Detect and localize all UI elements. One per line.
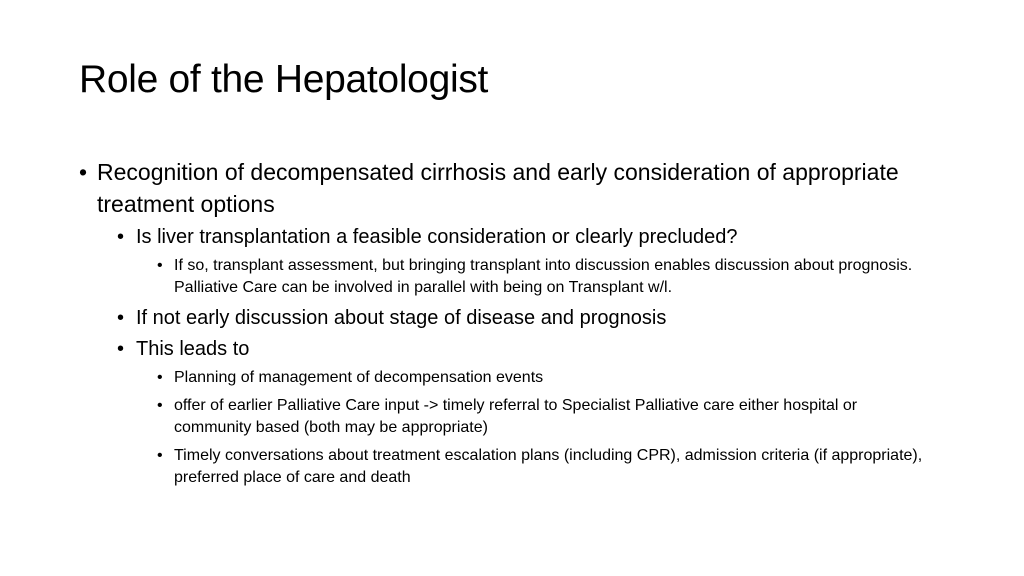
slide-title: Role of the Hepatologist <box>79 58 489 101</box>
bullet-icon: • <box>157 447 163 464</box>
bullet-item-level2 <box>79 305 936 332</box>
bullet-text: Is liver transplantation a feasible consideration or clearly precluded? <box>136 226 738 248</box>
bullet-item-level3 <box>79 367 934 389</box>
bullet-item-level3 <box>79 255 934 299</box>
bullet-icon: • <box>117 338 125 360</box>
bullet-text: Planning of management of decompensation events <box>174 369 544 386</box>
bullet-item-level3 <box>79 445 934 489</box>
bullet-item-level1 <box>79 156 927 220</box>
bullet-icon: • <box>117 307 125 329</box>
bullet-item-level2 <box>79 224 936 251</box>
bullet-text: If so, transplant assessment, but bringing transplant into discussion enables discussion about prognosis. Palliative Care can be involved in parallel with being on Transplant w/l. <box>174 257 913 296</box>
bullet-text: offer of earlier Palliative Care input -> timely referral to Specialist Palliative care either hospital or community based (both may be appropriate) <box>174 397 858 436</box>
bullet-text: Recognition of decompensated cirrhosis and early consideration of appropriate treatment options <box>97 159 899 217</box>
bullet-item-level2 <box>79 336 936 363</box>
bullet-icon: • <box>157 257 163 274</box>
bullet-list <box>79 156 959 495</box>
bullet-text: This leads to <box>136 338 250 360</box>
bullet-icon: • <box>157 369 163 386</box>
bullet-icon: • <box>157 397 163 414</box>
bullet-item-level3 <box>79 395 934 439</box>
bullet-icon: • <box>117 226 125 248</box>
bullet-icon: • <box>79 159 88 185</box>
bullet-text: Timely conversations about treatment escalation plans (including CPR), admission criteria (if appropriate), preferred place of care and death <box>174 447 923 486</box>
bullet-text: If not early discussion about stage of disease and prognosis <box>136 307 667 329</box>
